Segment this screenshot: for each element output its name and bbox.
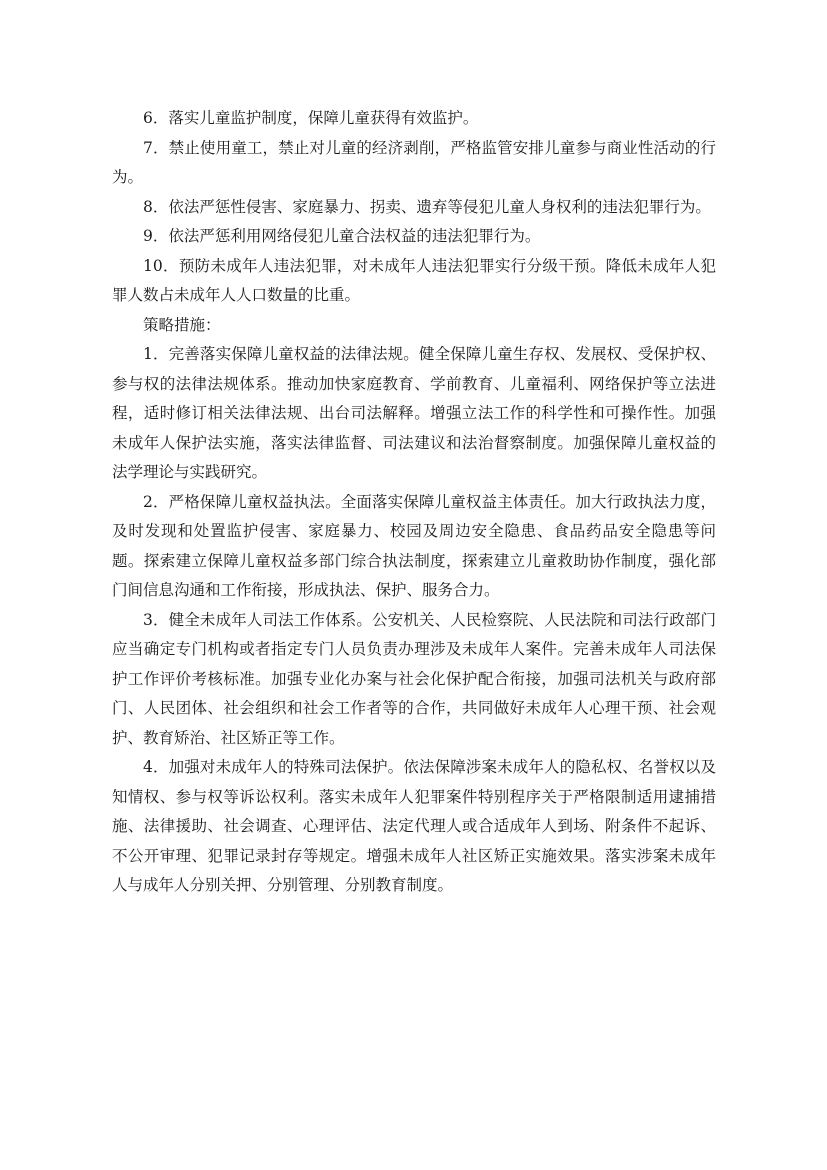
document-body [112, 104, 716, 901]
paragraph-item-10: 10．预防未成年人违法犯罪，对未成年人违法犯罪实行分级干预。降低未成年人犯罪人数占未成年人人口数量的比重。 [112, 256, 716, 304]
paragraph-item-7: 7．禁止使用童工，禁止对儿童的经济剥削，严格监管安排儿童参与商业性活动的行为。 [112, 138, 716, 186]
section-heading-strategies: 策略措施： [143, 315, 221, 334]
paragraph-item-9: 9．依法严惩利用网络侵犯儿童合法权益的违法犯罪行为。 [143, 227, 541, 245]
paragraph-item-6: 6．落实儿童监护制度，保障儿童获得有效监护。 [143, 109, 479, 127]
strategy-paragraph-1: 1．完善落实保障儿童权益的法律法规。健全保障儿童生存权、发展权、受保护权、参与权的法律法规体系。推动加快家庭教育、学前教育、儿童福利、网络保护等立法进程，适时修订相关法律法规、出台司法解释。增强立法工作的科学性和可操作性。加强未成年人保护法实施，落实法律监督、司法建议和法治督察制度。加强保障儿童权益的法学理论与实践研究。 [112, 345, 716, 481]
strategy-paragraph-3: 3．健全未成年人司法工作体系。公安机关、人民检察院、人民法院和司法行政部门应当确定专门机构或者指定专门人员负责办理涉及未成年人案件。完善未成年人司法保护工作评价考核标准。加强专业化办案与社会化保护配合衔接，加强司法机关与政府部门、人民团体、社会组织和社会工作者等的合作，共同做好未成年人心理干预、社会观护、教育矫治、社区矫正等工作。 [112, 610, 716, 747]
paragraph-item-8: 8．依法严惩性侵害、家庭暴力、拐卖、遗弃等侵犯儿童人身权利的违法犯罪行为。 [143, 197, 711, 216]
strategy-paragraph-4: 4．加强对未成年人的特殊司法保护。依法保障涉案未成年人的隐私权、名誉权以及知情权、参与权等诉讼权利。落实未成年人犯罪案件特别程序关于严格限制适用逮捕措施、法律援助、社会调查、心理评估、法定代理人或合适成年人到场、附条件不起诉、不公开审理、犯罪记录封存等规定。增强未成年人社区矫正实施效果。落实涉案未成年人与成年人分别关押、分别管理、分别教育制度。 [112, 758, 716, 894]
strategy-paragraph-2: 2．严格保障儿童权益执法。全面落实保障儿童权益主体责任。加大行政执法力度，及时发现和处置监护侵害、家庭暴力、校园及周边安全隐患、食品药品安全隐患等问题。探索建立保障儿童权益多部门综合执法制度，探索建立儿童救助协作制度，强化部门间信息沟通和工作衔接，形成执法、保护、服务合力。 [112, 492, 716, 599]
